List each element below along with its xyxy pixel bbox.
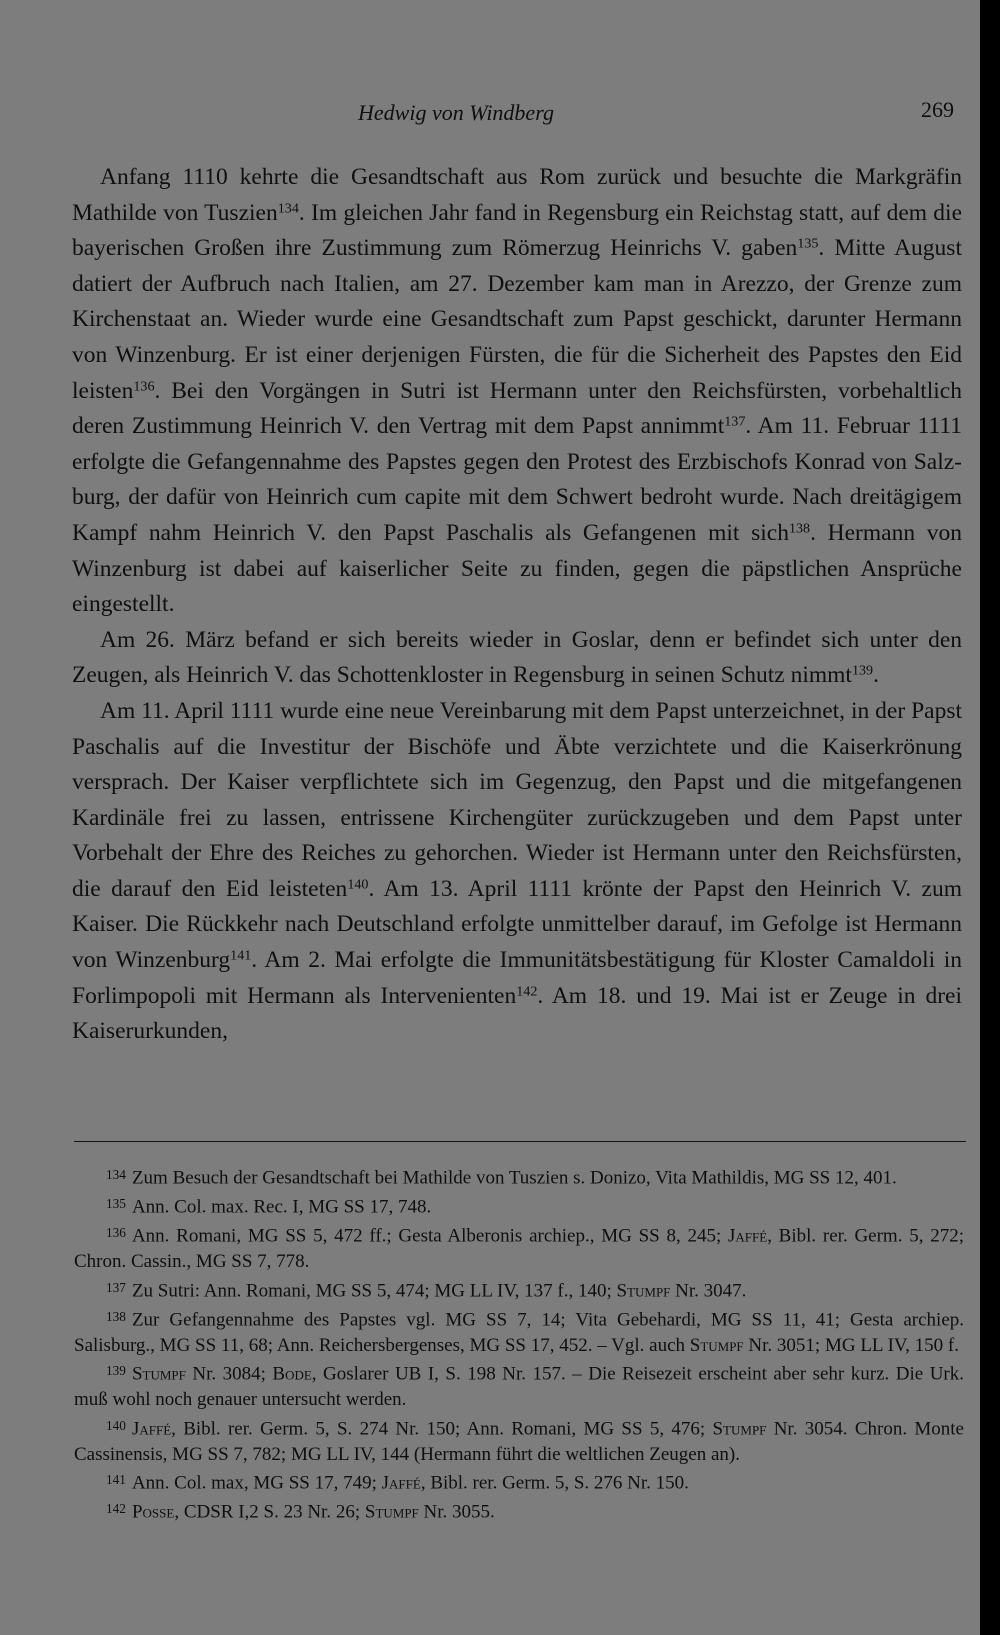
running-header-title: Hedwig von Windberg [358, 100, 554, 125]
footnote-number: 136 [106, 1225, 126, 1241]
text-run: . [873, 662, 879, 689]
footnote-text: , Goslarer UB I, S. 198 Nr. 157. – Die Reisezeit erscheint aber sehr kurz. Die Urk. muß wohl noch genauer untersucht werden. [74, 1363, 964, 1411]
text-run: Am 11. April 1111 wurde eine neue Vereinbarung mit dem Papst unterzeichnet, in der Papst Paschalis auf die Investitur der Bischöfe und Äbte verzichtete und die Kaiserkrönung versprach. Der Kaiser verpflichtete sich im Gegenzug, den Papst und die mitgefangenen Kardinäle frei zu lassen, entrissene Kirchengüter zurückzugeben und dem Papst unter Vorbehalt der Ehre des Reiches zu gehorchen. Wieder ist Hermann unter den Reichsfürsten, die darauf den Eid leisteten [72, 697, 962, 902]
footnote-ref: 141 [230, 947, 252, 964]
main-text [72, 160, 962, 1050]
footnote [74, 1275, 964, 1304]
footnote-number: 137 [106, 1279, 126, 1295]
footnote [74, 1162, 964, 1191]
footnote-text: Ann. Col. max. Rec. I, MG SS 17, 748. [131, 1196, 432, 1218]
author-name: Stumpf [712, 1418, 767, 1440]
text-run: . Mitte August datiert der Aufbruch nach Italien, am 27. Dezember kam man in Arezzo, der Grenze zum Kirchenstaat an. Wieder wurde eine Gesandtschaft zum Papst geschickt, darunter Hermann von Winzenburg. Er ist einer derjenigen Fürsten, die für die Sicherheit des Papstes den Eid leisten [72, 235, 962, 404]
text-run: . Hermann von Winzenburg ist dabei auf kaiserlicher Seite zu finden, gegen die päpstlichen Ansprüche eingestellt. [72, 519, 963, 618]
footnote [74, 1467, 964, 1496]
page-number: 269 [921, 97, 954, 122]
footnote-number: 141 [106, 1471, 126, 1487]
footnote [74, 1358, 964, 1412]
author-name: Stumpf [689, 1334, 744, 1356]
author-name: Jaffé [728, 1225, 768, 1247]
author-name: Stumpf [616, 1280, 671, 1302]
footnote [74, 1220, 964, 1274]
author-name: Jaffé [381, 1472, 421, 1494]
text-run: . Am 11. Februar 1111 erfolgte die Gefangennahme des Papstes gegen den Protest des Erzbischofs Konrad von Salzburg, der dafür von Heinrich cum capite mit dem Schwert bedroht wurde. Nach dreitägigem Kampf nahm Heinrich V. den Papst Paschalis als Gefangenen mit sich [72, 413, 963, 546]
footnote-ref: 135 [797, 235, 819, 252]
footnote-number: 135 [106, 1196, 126, 1212]
author-name: Posse [131, 1501, 175, 1523]
text-run: Anfang 1110 kehrte die Gesandtschaft aus Rom zurück und besuchte die Markgräfin Mathilde von Tuszien [72, 164, 962, 226]
footnote-ref: 134 [277, 199, 299, 216]
footnote-number: 142 [106, 1501, 126, 1516]
text-run: . Im gleichen Jahr fand in Regensburg ein Reichstag statt, auf dem die bayerischen Großen ihre Zustimmung zum Römerzug Heinrichs V. gaben [72, 199, 962, 262]
footnote-number: 139 [106, 1363, 126, 1379]
text-run: . Am 13. April 1111 krönte der Papst den Heinrich V. zum Kaiser. Die Rückkehr nach Deutschland erfolgte unmittelber darauf, im Gefolge ist Hermann von Winzenburg [72, 875, 963, 974]
footnotes [74, 1162, 964, 1525]
footnote-text: Nr. 3055. [418, 1501, 495, 1523]
footnote-text: Zur Gefangennahme des Papstes vgl. MG SS 7, 14; Vita Gebehardi, MG SS 11, 41; Gesta archiep. Salisburg., MG SS 11, 68; Ann. Reichersbergenses, MG SS 17, 452. – Vgl. auch [74, 1309, 964, 1356]
footnote-text: Ann. Col. max, MG SS 17, 749; [131, 1472, 382, 1494]
footnote-text: , Bibl. rer. Germ. 5, 272; Chron. Cassin., MG SS 7, 778. [74, 1225, 964, 1273]
author-name: Stumpf [364, 1501, 419, 1523]
footnote-text: Ann. Romani, MG SS 5, 472 ff.; Gesta Alberonis archiep., MG SS 8, 245; [131, 1225, 728, 1247]
footnote-text: Nr. 3084; [185, 1363, 273, 1385]
scan-edge [980, 0, 1000, 1635]
footnote-text: , CDSR I,2 S. 23 Nr. 26; [174, 1501, 365, 1523]
footnote [74, 1496, 964, 1525]
footnote-text: , Bibl. rer. Germ. 5, S. 274 Nr. 150; Ann. Romani, MG SS 5, 476; [171, 1418, 713, 1440]
author-name: Jaffé [131, 1418, 172, 1440]
text-run: . Am 2. Mai erfolgte die Immunitätsbestätigung für Kloster Camaldoli in Forlimpopoli mit Hermann als Intervenienten [72, 947, 962, 1009]
paragraph-1 [72, 160, 962, 623]
footnote-text: Zum Besuch der Gesandtschaft bei Mathilde von Tuszien s. Donizo, Vita Mathildis, MG SS 12, 401. [131, 1167, 897, 1189]
paragraph-2 [72, 623, 962, 694]
footnote [74, 1191, 964, 1220]
footnote [74, 1413, 964, 1467]
footnote-number: 134 [106, 1167, 126, 1182]
footnote-ref: 140 [347, 876, 369, 893]
footnote-text: Nr. 3054. Chron. Monte Cassinensis, MG SS 7, 782; MG LL IV, 144 (Hermann führt die weltlichen Zeugen an). [74, 1418, 964, 1465]
footnote-text: , Bibl. rer. Germ. 5, S. 276 Nr. 150. [420, 1472, 689, 1494]
author-name: Stumpf [131, 1363, 186, 1385]
text-run: . Bei den Vorgängen in Sutri ist Hermann unter den Reichsfürsten, vorbehaltlich deren Zustimmung Heinrich V. den Vertrag mit dem Papst annimmt [72, 377, 962, 440]
paragraph-3 [72, 694, 962, 1050]
footnote-ref: 138 [788, 520, 811, 537]
footnote-number: 140 [106, 1417, 126, 1433]
footnote-text: Zu Sutri: Ann. Romani, MG SS 5, 474; MG LL IV, 137 f., 140; [131, 1280, 617, 1302]
footnote-number: 138 [106, 1308, 126, 1324]
footnote-ref: 137 [724, 413, 746, 430]
footnote-text: Nr. 3051; MG LL IV, 150 f. [743, 1334, 959, 1356]
footnote-ref: 136 [133, 377, 155, 394]
footnote [74, 1304, 964, 1358]
footnote-separator [74, 1141, 966, 1142]
author-name: Bode [272, 1363, 312, 1385]
text-run: Am 26. März befand er sich bereits wieder in Goslar, denn er befindet sich unter den Zeugen, als Heinrich V. das Schottenkloster in Regensburg in seinen Schutz nimmt [72, 626, 962, 689]
footnote-ref: 142 [516, 982, 538, 999]
text-run: . Am 18. und 19. Mai ist er Zeuge in drei Kaiserurkunden, [72, 982, 962, 1045]
footnote-text: Nr. 3047. [670, 1280, 747, 1302]
footnote-ref: 139 [851, 662, 874, 679]
